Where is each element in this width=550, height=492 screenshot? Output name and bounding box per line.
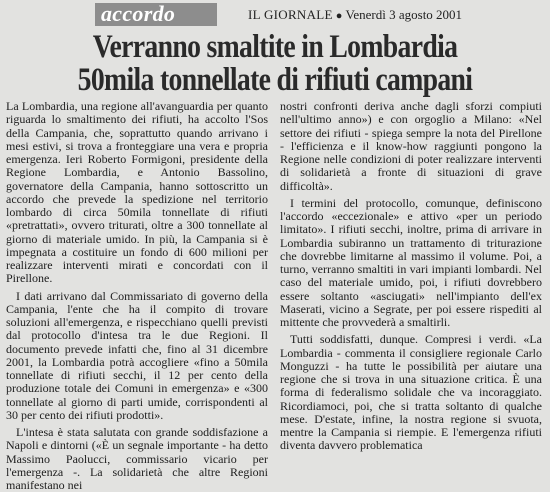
publication-date: Venerdì 3 agosto 2001 <box>345 7 463 22</box>
masthead <box>248 8 462 23</box>
article-paragraph: I dati arrivano dal Commissariato di governo della Campania, l'ente che ha il compito di trovare soluzioni all'emergenza, e rispecchiano quelli previsti dal protocollo d'intesa tra le due Regioni. Il documento prevede infatti che, fino al 31 dicembre 2001, la Lombardia potrà accogliere «fino a 50mila tonnellate di rifiuti secchi, il 12 per cento della produzione totale dei Comuni in emergenza» e «300 tonnellate al giorno di parti umide, corrispondenti al 30 per cento dei rifiuti prodotti». <box>6 288 268 422</box>
section-tag: accordo <box>95 3 217 26</box>
article-column-right <box>280 99 542 453</box>
article-paragraph: nostri confronti deriva anche dagli sforzi compiuti nell'ultimo anno») e con orgoglio a Milano: «Nel settore dei rifiuti - spiega sempre la nota del Pirellone - l'efficienza e il know-how raggiunti pongono la Regione nelle condizioni di poter realizzare interventi di solidarietà a fronte di situazioni di grave difficoltà». <box>280 99 542 193</box>
article-paragraph: L'intesa è stata salutata con grande soddisfazione a Napoli e dintorni («È un segnale importante - ha detto Massimo Paolucci, commissario vicario per l'emergenza -. La solidarietà che altre Regioni manifestano nei <box>6 425 268 492</box>
newspaper-name: IL GIORNALE <box>248 7 333 22</box>
article-paragraph: La Lombardia, una regione all'avanguardia per quanto riguarda lo smaltimento dei rifiuti, ha accolto l'Sos della Campania, che, soprattutto quando arrivano i mesi estivi, si trova a fronteggiare una vera e propria emergenza. Ieri Roberto Formigoni, presidente della Regione Lombardia, e Antonio Bassolino, governatore della Campania, hanno sottoscritto un accordo che prevede la spedizione nel territorio lombardo di circa 50mila tonnellate di rifiuti «pretrattati», ovvero triturati, oltre a 300 tonnellate al giorno di materiale umido. In più, la Campania si è impegnata a costituire un fondo di 600 milioni per realizzare interventi mirati e concordati con il Pirellone. <box>6 99 268 286</box>
bullet-separator-icon: ● <box>335 10 343 22</box>
article-body <box>4 99 544 492</box>
article-paragraph: I termini del protocollo, comunque, definiscono l'accordo «eccezionale» e attivo «per un periodo limitato». I rifiuti secchi, inoltre, prima di arrivare in Lombardia subiranno un trattamento di triturazione che dovrebbe limitarne al massimo il volume. Poi, a turno, verranno smaltiti in vari impianti lombardi. Nel caso del materiale umido, poi, i rifiuti dovrebbero essere soltanto «asciugati» nell'impianto dell'ex Maserati, vicino a Segrate, per poi essere rispediti al mittente che provvederà a smaltirli. <box>280 195 542 329</box>
headline-line-2: 50mila tonnellate di rifiuti campani <box>77 62 473 98</box>
clipping-header <box>0 0 550 30</box>
article-paragraph: Tutti soddisfatti, dunque. Compresi i verdi. «La Lombardia - commenta il consigliere regionale Carlo Monguzzi - ha tutte le possibilità per aiutare una regione che si trova in una situazione critica. È una forma di federalismo solidale che va incoraggiato. Ricordiamoci, poi, che si tratta soltanto di qualche mese. D'estate, infine, la nostra regione si svuota, mentre la Campania si riempie. E l'emergenza rifiuti diventa davvero problematica <box>280 332 542 453</box>
article-column-left <box>6 99 268 492</box>
headline-line-1: Verranno smaltite in Lombardia <box>92 29 458 65</box>
